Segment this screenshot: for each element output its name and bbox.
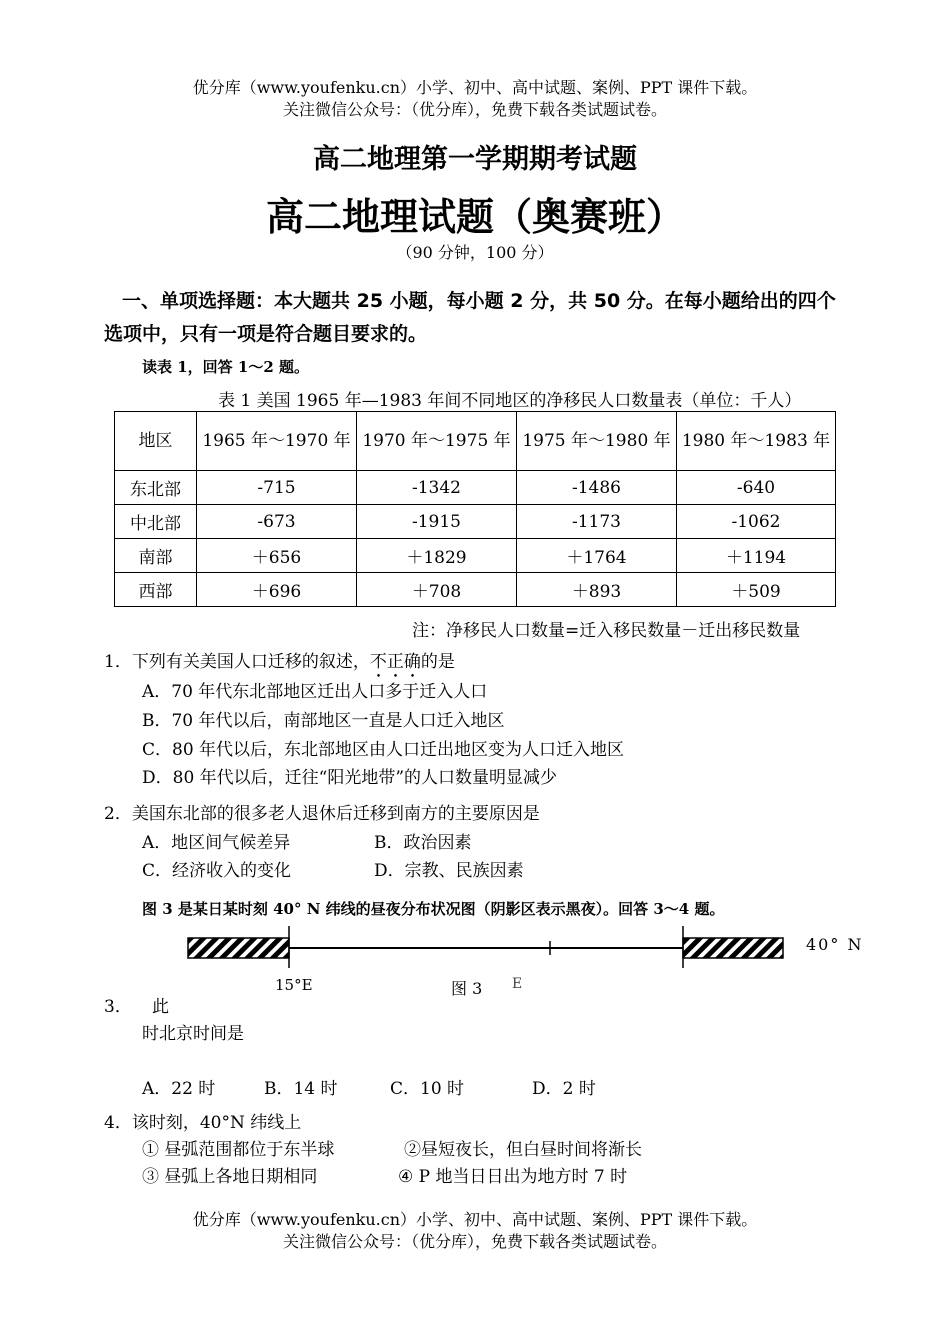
question-1-option-a: A．70 年代东北部地区迁出人口多于迁入人口 [142,682,488,702]
main-title: 高二地理试题（奥赛班） [265,195,684,239]
question-4-option-4: ④ P 地当日日出为地方时 7 时 [398,1167,628,1187]
question-2-option-a: A．地区间气候差异 [142,833,291,853]
table-cell: ＋893 [517,573,677,607]
question-1-stem-pre: 1．下列有关美国人口迁移的叙述， [104,652,370,672]
question-2-option-b: B．政治因素 [374,833,472,853]
question-1-stem-post: 的是 [420,652,455,672]
question-1-option-c: C．80 年代以后，东北部地区由人口迁出地区变为人口迁入地区 [142,740,625,760]
table-row [115,505,836,539]
footer-line-2: 关注微信公众号：（优分库），免费下载各类试题试卷。 [282,1232,667,1251]
question-4-stem: 4．该时刻，40°N 纬线上 [104,1113,302,1133]
table-cell: -673 [197,505,357,539]
table-cell: ＋509 [677,573,836,607]
table-cell: ＋708 [357,573,517,607]
table-cell: 南部 [115,539,197,573]
question-4-option-2: ②昼短夜长，但白昼时间将渐长 [404,1140,642,1160]
footer-line-1: 优分库（www.youfenku.cn）小学、初中、高中试题、案例、PPT 课件下载。 [192,1210,758,1229]
table-cell: ＋1829 [357,539,517,573]
question-3-number: 3． [104,997,132,1017]
question-1-option-d: D．80 年代以后，迁往“阳光地带”的人口数量明显减少 [142,768,558,788]
question-1-stem [104,651,455,682]
figure-3-intro: 图 3 是某日某时刻 40° N 纬线的昼夜分布状况图（阴影区表示黑夜）。回答 3～4 题。 [142,900,725,918]
table-header-row [115,412,836,471]
table-cell: -715 [197,471,357,505]
table-cell: -640 [677,471,836,505]
table-row [115,573,836,607]
question-3-stem-a: 此 [152,997,169,1017]
table-cell: ＋696 [197,573,357,607]
question-2-option-c: C．经济收入的变化 [142,861,292,881]
table-cell: 西部 [115,573,197,607]
question-3-option-c: C．10 时 [390,1079,465,1099]
table-row [115,471,836,505]
question-2-stem: 2．美国东北部的很多老人退休后迁移到南方的主要原因是 [104,804,540,824]
question-4-option-3: ③ 昼弧上各地日期相同 [142,1167,318,1187]
table-row [115,539,836,573]
table-cell: -1062 [677,505,836,539]
night-arc-left [188,938,289,958]
longitude-label-partial: E [512,976,523,992]
question-1-emphasis: 不正确 [369,652,421,672]
table-1-note: 注：净移民人口数量=迁入移民数量－迁出移民数量 [412,621,801,641]
exam-duration: （90 分钟，100 分） [396,243,554,262]
table-cell: 中北部 [115,505,197,539]
night-arc-right [683,938,783,958]
instruction-q1-2: 读表 1，回答 1～2 题。 [142,358,309,376]
table-cell: -1486 [517,471,677,505]
exam-title: 高二地理第一学期期考试题 [313,144,637,175]
table-cell: ＋1764 [517,539,677,573]
figure-3-caption: 图 3 [451,979,483,998]
table-cell: 东北部 [115,471,197,505]
table-header-cell: 1965 年～1970 年 [197,412,357,471]
table-cell: ＋656 [197,539,357,573]
table-header-cell: 1970 年～1975 年 [357,412,517,471]
header-line-2: 关注微信公众号：（优分库），免费下载各类试题试卷。 [282,100,667,119]
question-3-option-b: B．14 时 [264,1079,338,1099]
table-cell: ＋1194 [677,539,836,573]
header-line-1: 优分库（www.youfenku.cn）小学、初中、高中试题、案例、PPT 课件下载。 [192,78,758,97]
table-header-cell: 1975 年～1980 年 [517,412,677,471]
table-cell: -1173 [517,505,677,539]
question-2-option-d: D．宗教、民族因素 [374,861,524,881]
table-header-cell: 地区 [115,412,197,471]
table-cell: -1915 [357,505,517,539]
question-3-option-a: A．22 时 [142,1079,216,1099]
question-3-stem-b: 时北京时间是 [142,1024,244,1044]
table-header-cell: 1980 年～1983 年 [677,412,836,471]
longitude-label-15e: 15°E [275,976,313,994]
question-4-option-1: ① 昼弧范围都位于东半球 [142,1140,335,1160]
table-1-caption: 表 1 美国 1965 年—1983 年间不同地区的净移民人口数量表（单位：千人） [218,391,802,411]
figure-3-diagram [180,920,800,972]
latitude-label: 40° N [806,935,864,954]
table-cell: -1342 [357,471,517,505]
question-1-option-b: B．70 年代以后，南部地区一直是人口迁入地区 [142,711,505,731]
question-3-option-d: D．2 时 [532,1079,596,1099]
section-1-heading: 一、单项选择题：本大题共 25 小题，每小题 2 分，共 50 分。在每小题给出的四个选项中，只有一项是符合题目要求的。 [104,290,836,345]
table-1 [114,411,836,607]
